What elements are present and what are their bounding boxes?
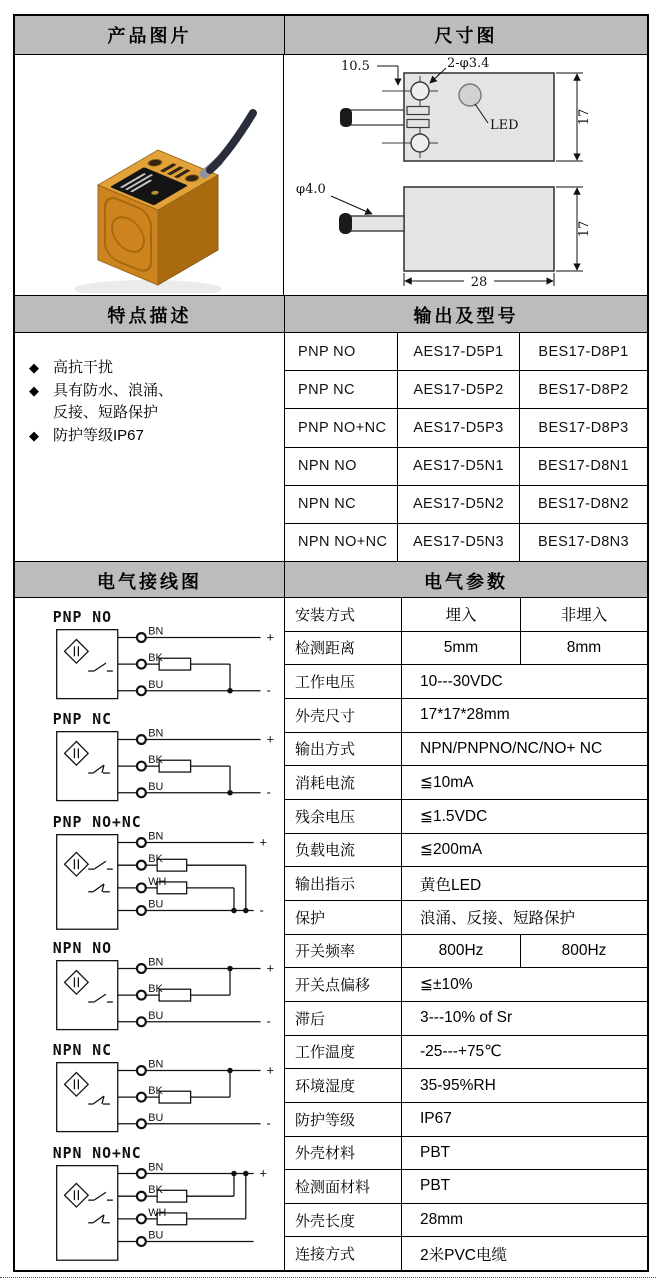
wire-terminal xyxy=(137,991,146,1000)
wire-terminal xyxy=(137,964,146,973)
wire-terminal xyxy=(137,1192,146,1201)
model-row xyxy=(285,371,647,409)
param-value: IP67 xyxy=(420,1110,452,1128)
wire-label: BK xyxy=(148,1184,163,1197)
param-label: 滞后 xyxy=(285,1002,402,1035)
plus-terminal-label: + xyxy=(259,1165,268,1181)
wiring-diagram xyxy=(49,608,284,708)
wire-label: BN xyxy=(148,625,164,638)
wire-label: BN xyxy=(148,1161,164,1174)
param-value: 埋入 xyxy=(402,598,521,631)
param-label: 连接方式 xyxy=(285,1237,402,1270)
param-label: 安装方式 xyxy=(285,598,402,631)
wire-terminal xyxy=(137,633,146,642)
model-row xyxy=(285,409,647,447)
wiring-diagram-title: NPN NO+NC xyxy=(52,1144,142,1162)
param-row xyxy=(285,1002,647,1036)
param-label: 负载电流 xyxy=(285,834,402,867)
model-row xyxy=(285,448,647,486)
header-row-2 xyxy=(15,295,647,333)
model-row xyxy=(285,333,647,371)
wire-label: BU xyxy=(148,898,164,911)
param-row xyxy=(285,699,647,733)
plus-terminal-label: + xyxy=(266,1062,274,1078)
param-label: 输出方式 xyxy=(285,733,402,766)
cable-end-top-view xyxy=(340,108,352,127)
wiring-diagram xyxy=(49,813,284,937)
param-row xyxy=(285,598,647,632)
load-resistor xyxy=(159,1092,191,1104)
params-header: 电气参数 xyxy=(285,562,647,597)
feature-bullet-icon: ◆ xyxy=(29,360,39,375)
wiring-diagram xyxy=(49,1144,284,1268)
param-label: 工作电压 xyxy=(285,665,402,698)
output-model-header: 输出及型号 xyxy=(285,296,647,332)
param-value: PBT xyxy=(420,1143,451,1161)
header-row-3 xyxy=(15,561,647,598)
embedded-model-cell: AES17-D5P1 xyxy=(398,333,520,370)
spec-table xyxy=(13,14,649,1272)
hole-offset-label: 10.5 xyxy=(341,59,370,74)
sensor-symbol-icon xyxy=(65,971,89,995)
sensor-symbol-icon xyxy=(65,640,89,664)
minus-terminal-label: - xyxy=(266,1013,271,1029)
param-label: 外壳长度 xyxy=(285,1204,402,1237)
photo-dimension-row xyxy=(15,55,647,295)
wire-label: BU xyxy=(148,1112,164,1125)
wire-label: BU xyxy=(148,678,164,691)
wire-terminal xyxy=(137,1169,146,1178)
non-embedded-model-cell: BES17-D8P2 xyxy=(538,381,629,398)
header-row-1 xyxy=(15,16,647,55)
embedded-model-cell: AES17-D5P2 xyxy=(398,371,520,408)
wire-terminal xyxy=(137,1017,146,1026)
mounting-hole-bottom xyxy=(411,134,429,152)
feature-item xyxy=(29,380,276,424)
wire-label: BU xyxy=(148,1009,164,1022)
non-embedded-model-cell: BES17-D8P3 xyxy=(538,419,629,436)
param-label: 检测距离 xyxy=(285,632,402,665)
wire-terminal xyxy=(137,736,146,745)
param-label: 工作温度 xyxy=(285,1036,402,1069)
plus-terminal-label: + xyxy=(266,731,274,747)
non-embedded-model-cell: BES17-D8N2 xyxy=(537,496,630,513)
feature-bullet-icon: ◆ xyxy=(29,428,39,443)
embedded-model-cell: AES17-D5N3 xyxy=(398,524,520,561)
wire-terminal xyxy=(137,838,146,847)
wire-terminal xyxy=(137,1237,146,1246)
cable-end-side-view xyxy=(339,213,352,234)
output-type-cell: NPN NC xyxy=(285,486,398,523)
load-resistor xyxy=(159,761,191,773)
cable-diameter-label: φ4.0 xyxy=(296,182,326,197)
embedded-model-cell: AES17-D5N1 xyxy=(398,448,520,485)
param-row xyxy=(285,867,647,901)
param-label: 环境湿度 xyxy=(285,1069,402,1102)
param-label: 残余电压 xyxy=(285,800,402,833)
param-row xyxy=(285,901,647,935)
page-footer-rule xyxy=(0,1277,656,1278)
param-value: ≦1.5VDC xyxy=(420,807,488,825)
wire-terminal xyxy=(137,660,146,669)
height-top-label: 17 xyxy=(577,108,592,126)
wire-terminal xyxy=(137,906,146,915)
output-type-cell: NPN NO xyxy=(285,448,398,485)
param-row xyxy=(285,834,647,868)
embedded-model-cell: AES17-D5P3 xyxy=(398,409,520,446)
feature-text: 防护等级IP67 xyxy=(53,427,144,444)
param-value: 5mm xyxy=(402,632,521,665)
cable xyxy=(210,113,253,170)
minus-terminal-label: - xyxy=(259,902,264,918)
feature-item xyxy=(29,357,276,379)
param-row xyxy=(285,1137,647,1171)
wiring-header: 电气接线图 xyxy=(15,562,285,597)
wire-terminal xyxy=(137,1067,146,1076)
param-label: 防护等级 xyxy=(285,1103,402,1136)
param-label: 开关频率 xyxy=(285,935,402,968)
wire-label: BK xyxy=(148,1085,163,1098)
feature-text: 高抗干扰 xyxy=(53,359,114,376)
param-row xyxy=(285,1103,647,1137)
minus-terminal-label: - xyxy=(266,682,271,698)
wire-terminal xyxy=(137,1120,146,1129)
features-models-row xyxy=(15,333,647,561)
led-indicator xyxy=(459,84,481,106)
param-label: 外壳材料 xyxy=(285,1137,402,1170)
wire-terminal xyxy=(137,762,146,771)
param-row xyxy=(285,1204,647,1238)
param-row xyxy=(285,800,647,834)
wiring-diagrams xyxy=(15,598,285,1270)
param-row xyxy=(285,1237,647,1270)
product-image-header: 产品图片 xyxy=(15,16,285,54)
wiring-diagram-title: PNP NO+NC xyxy=(52,813,142,831)
wiring-diagram xyxy=(49,710,284,810)
wiring-diagram xyxy=(49,1041,284,1141)
output-type-cell: PNP NO+NC xyxy=(285,409,398,446)
param-value: 8mm xyxy=(566,638,602,656)
wiring-diagram xyxy=(49,939,284,1039)
param-value: 2米PVC电缆 xyxy=(420,1246,507,1264)
param-value: PBT xyxy=(420,1177,451,1195)
output-model-table xyxy=(285,333,647,561)
param-label: 保护 xyxy=(285,901,402,934)
sensor-symbol-icon xyxy=(65,742,89,766)
param-value: 10---30VDC xyxy=(420,672,503,690)
wire-label: BN xyxy=(148,956,164,969)
param-value: 3---10% of Sr xyxy=(420,1009,513,1027)
plus-terminal-label: + xyxy=(259,834,268,850)
plus-terminal-label: + xyxy=(266,960,274,976)
wire-terminal xyxy=(137,883,146,892)
wire-label: WH xyxy=(148,1206,167,1219)
param-row xyxy=(285,665,647,699)
wire-label: WH xyxy=(148,875,167,888)
load-resistor xyxy=(159,989,191,1001)
load-resistor xyxy=(159,658,191,670)
features-list xyxy=(15,333,285,561)
param-value: 17*17*28mm xyxy=(420,706,510,724)
features-header: 特点描述 xyxy=(15,296,285,332)
param-value: 黄色LED xyxy=(420,876,482,894)
param-label: 消耗电流 xyxy=(285,766,402,799)
param-value: -25---+75℃ xyxy=(420,1043,502,1061)
param-value: 35-95%RH xyxy=(420,1076,496,1094)
mounting-hole-top xyxy=(411,82,429,100)
non-embedded-model-cell: BES17-D8N3 xyxy=(537,534,630,551)
wiring-params-row xyxy=(15,598,647,1270)
wire-terminal xyxy=(137,1214,146,1223)
param-value: 28mm xyxy=(420,1211,464,1229)
wire-label: BK xyxy=(148,853,163,866)
output-type-cell: PNP NC xyxy=(285,371,398,408)
product-photo xyxy=(15,55,283,293)
minus-terminal-label: - xyxy=(266,785,271,801)
non-embedded-model-cell: BES17-D8N1 xyxy=(537,458,630,475)
param-row xyxy=(285,1170,647,1204)
param-row xyxy=(285,1036,647,1070)
embedded-model-cell: AES17-D5N2 xyxy=(398,486,520,523)
param-value: NPN/PNPNO/NC/NO+ NC xyxy=(420,739,603,757)
wire-terminal xyxy=(137,686,146,695)
param-row xyxy=(285,632,647,666)
product-image-cell xyxy=(15,55,284,295)
param-value: 800Hz xyxy=(402,935,521,968)
param-value: 浪涌、反接、短路保护 xyxy=(420,910,576,928)
wiring-diagram-title: PNP NC xyxy=(52,711,113,729)
dimension-header: 尺寸图 xyxy=(285,16,647,54)
wire-label: BN xyxy=(148,1059,164,1072)
wire-label: BK xyxy=(148,983,163,996)
sensor-symbol-icon xyxy=(65,1073,89,1097)
output-type-cell: NPN NO+NC xyxy=(285,524,398,561)
param-row xyxy=(285,766,647,800)
led-label: LED xyxy=(490,118,519,133)
param-label: 输出指示 xyxy=(285,867,402,900)
wire-label: BK xyxy=(148,754,163,767)
plus-terminal-label: + xyxy=(266,629,274,645)
minus-terminal-label: - xyxy=(266,1116,271,1132)
height-bottom-label: 17 xyxy=(577,220,592,238)
dimension-cell xyxy=(284,55,648,295)
wire-terminal xyxy=(137,1093,146,1102)
dimension-drawing xyxy=(284,55,648,293)
wire-label: BK xyxy=(148,652,163,665)
holes-dimension-label: 2-φ3.4 xyxy=(447,56,490,71)
wire-label: BN xyxy=(148,830,164,843)
param-row xyxy=(285,935,647,969)
wire-terminal xyxy=(137,861,146,870)
sensor-symbol-icon xyxy=(65,852,89,876)
param-value: ≦200mA xyxy=(420,841,483,859)
width-label: 28 xyxy=(470,275,488,290)
wire-label: BN xyxy=(148,728,164,741)
param-value: 非埋入 xyxy=(560,607,608,625)
feature-item xyxy=(29,425,276,447)
param-label: 检测面材料 xyxy=(285,1170,402,1203)
output-type-cell: PNP NO xyxy=(285,333,398,370)
param-value: 800Hz xyxy=(561,941,607,959)
wiring-diagram-title: NPN NO xyxy=(52,939,113,957)
model-row xyxy=(285,486,647,524)
non-embedded-model-cell: BES17-D8P1 xyxy=(538,343,629,360)
param-label: 外壳尺寸 xyxy=(285,699,402,732)
wiring-diagram-title: NPN NC xyxy=(52,1042,113,1060)
wire-label: BU xyxy=(148,1229,164,1242)
param-row xyxy=(285,1069,647,1103)
sensor-symbol-icon xyxy=(65,1183,89,1207)
param-label: 开关点偏移 xyxy=(285,968,402,1001)
param-row xyxy=(285,968,647,1002)
param-row xyxy=(285,733,647,767)
params-table xyxy=(285,598,647,1270)
param-value: ≦±10% xyxy=(420,976,473,994)
wire-terminal xyxy=(137,789,146,798)
feature-text: 具有防水、浪涌、反接、短路保护 xyxy=(53,382,174,421)
feature-bullet-icon: ◆ xyxy=(29,383,39,398)
model-row xyxy=(285,524,647,561)
wire-label: BU xyxy=(148,781,164,794)
wiring-diagram-title: PNP NO xyxy=(52,608,113,626)
param-value: ≦10mA xyxy=(420,774,474,792)
